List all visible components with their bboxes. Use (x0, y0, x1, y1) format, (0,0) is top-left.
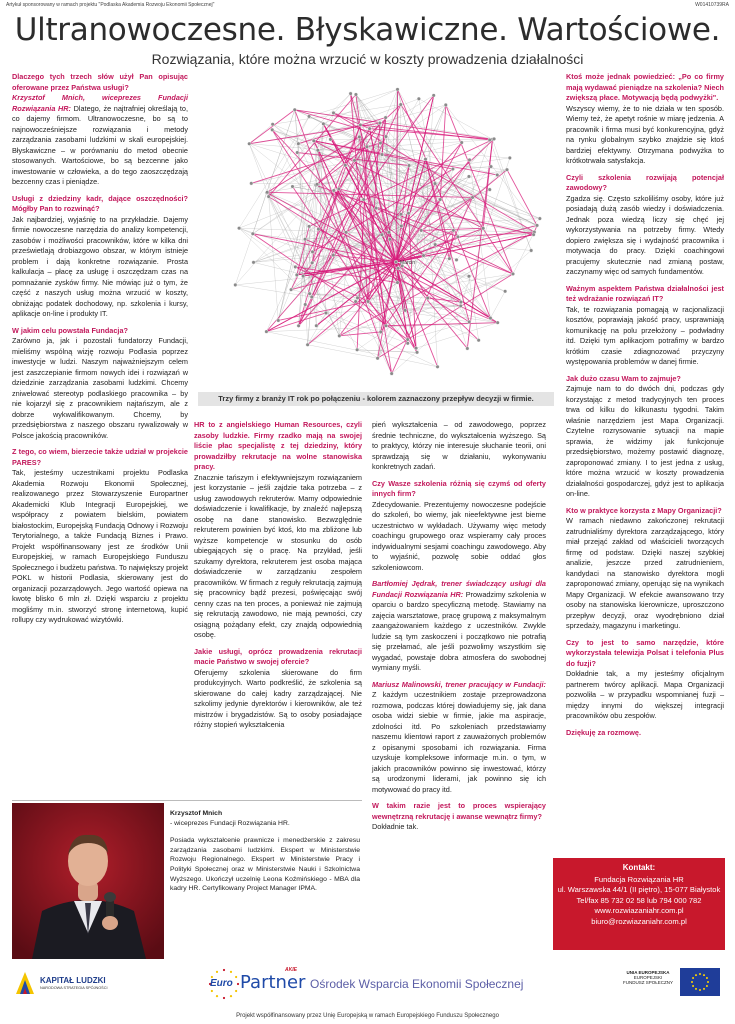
footer (0, 962, 735, 1024)
article-column-2 (194, 420, 362, 737)
question: Z tego, co wiem, bierzecie także udział w projekcie PARES? (12, 447, 188, 467)
answer-text: Dlatego, że najtrafniej określają to, co dajemy firmom. Ultranowoczesne, bo są to najnowocześniejsze rozwiązania i metody zarządzania zasobami ludzkimi w skali europejskiej. Błyskawiczne – w porównaniu do metod obecnie stosowanych. Wartościowe, bo są bezcenne jako inwestowanie w człowieka, a do tego zaoszczędzają bezcenny czas i pieniądze. (12, 103, 188, 186)
answer-text: Znacznie tańszym i efektywniejszym rozwiązaniem jest korzystanie – jeśli zajdzie taka potrzeba – z usług zawodowych rekruterów. Mamy odpowiednie doświadczenie i kwalifikacje, by znaleźć najlepszą osobę na dane stanowisko. Bezwzględnie rekruterem powinien być ktoś, kto ma zbliżone lub wyższe kompetencje w stosunku do osób ubiegających się o pracę. Na przykład, jeśli szukamy dyrektora, rekruterem jest osoba mająca doświadczenie w zarządzaniu zespołem pracowników. W firmach z reguły rekrutacją zajmują się pracownicy bądź prezesi, poświęcając swój cenny czas na ten proces, a ponieważ nie zajmują się rekrutacją zawodowo, nie mają pewności, czy osiągną pożądany efekt, czy znajdą odpowiednią osobę. (194, 472, 362, 639)
question: Ktoś może jednak powiedzieć: „Po co firmy mają wydawać pieniądze na szkolenia? Niech zwiększą płace. Motywacją będą podwyżki". (566, 72, 724, 102)
footer-cofinancing-line: Projekt współfinansowany przez Unię Europejską w ramach Europejskiego Funduszu Społecznego (236, 1013, 499, 1019)
question: Jak dużo czasu Wam to zajmuje? (566, 373, 681, 383)
article-code: W01410739RA (695, 2, 729, 8)
article-column-1 (12, 72, 188, 632)
eu-line-1: UNIA EUROPEJSKA (626, 970, 670, 975)
eu-label (623, 970, 673, 985)
question: Jakie usługi, oprócz prowadzenia rekrutacji macie Państwo w swojej ofercie? (194, 646, 362, 666)
europartner-partner: Partner (240, 972, 306, 993)
page-subtitle: Rozwiązania, które można wrzucić w koszty prowadzenia działalności (151, 51, 584, 67)
answer-text: Wszyscy wiemy, że to nie działa w ten sposób. Wiemy też, że apetyt rośnie w miarę jedzenia. A pracownik i firma musi być konkurencyjna, gdyż na rynku globalnym szybko znajdzie się ktoś bardziej efektywny. Otrzymana podwyżka to krótkotrwała satysfakcja. (566, 103, 724, 165)
answer-text: Tak, te rozwiązania pomagają w racjonalizacji kosztów, poprawiają jakość pracy, usprawniają komunikację na polu przełożony – podwładny itd. Dzięki tym aplikacjom potrafimy w bardzo krótkim czasie zdiagnozować przyczyny występowania problemów w danej firmie. (566, 304, 724, 366)
question: Czyli szkolenia rozwijają potencjał zawodowy? (566, 172, 724, 192)
closing-line: Dziękuję za rozmowę. (566, 727, 642, 737)
answer-text: W ramach niedawno zakończonej rekrutacji zatrudnialiśmy dyrektora zarządzającego, który miał przejąć zakład od właścicieli tworzących firmę od podstaw. Dzięki naszej szybkiej analizie, jeszcze przed zatrudnieniem, kandydaci na stanowisko dyrektora mogli zaproponować zmiany, operując się na wynikach Mapy Organizacji. W efekcie awansowano trzy osoby na stanowiska kierownicze, uproszczono przepływ decyzji, oraz wyodrębniono dział sprzedaży, magazynu i marketingu. (566, 516, 724, 630)
kapital-ludzki-subtitle: NARODOWA STRATEGIA SPÓJNOŚCI (40, 986, 108, 990)
graph-node-label: Marcin (400, 260, 416, 266)
question: Kto w praktyce korzysta z Mapy Organizacji? (566, 505, 722, 515)
bio-box (12, 800, 362, 958)
page-title: Ultranowoczesne. Błyskawiczne. Wartościowe. (14, 12, 721, 48)
answer-text: Zgadza się. Często szkoliliśmy osoby, które już posiadają dużą zasób wiedzy i doświadczenia. Jednak poza wiedzą liczy się chęć jej wykorzystywania na potrzeby firmy. Wtedy dopiero zwiększa się i wydajność pracownika i motywacja do pracy. Dzięki coachingowi pracujemy skutecznie nad zmianą postaw, zaczynamy więc od samych fundamentów. (566, 193, 724, 276)
europartner-euro: Euro (210, 978, 233, 989)
article-column-4 (566, 72, 724, 744)
answer-author: Mariusz Malinowski, trener pracujący w Fundacji: (372, 679, 546, 689)
bio-name: Krzysztof Mnich (170, 810, 223, 817)
question: Dlaczego tych trzech słów użył Pan opisując oferowane przez Państwa usługi? (12, 72, 188, 92)
question: Czy Wasze szkolenia różnią się czymś od oferty innych firm? (372, 478, 546, 498)
kapital-ludzki-logo-icon (14, 970, 36, 996)
answer-text: pień wykształcenia – od zawodowego, poprzez średnie techniczne, do wykształcenia wyższego. Są to praktycy, którzy nie interesuje słuchanie teorii, oni sprawdzają się w działaniu, wykonywaniu konkretnych zadań. (372, 420, 546, 471)
contact-title: Kontakt: (622, 863, 656, 872)
answer-author: Krzysztof Mnich, wiceprezes Fundacji Rozwiązania HR: (12, 93, 188, 113)
bio-text (170, 809, 360, 894)
answer-text: Zdecydowanie. Prezentujemy nowoczesne podejście do szkoleń, bo wiemy, jak nieefektywne jest bierne uczestnictwo w wykładach. Używamy więc metody coachingu grupowego oraz wspieramy cały proces indywidualnymi sesjami coachingu zawodowego. Aby to wyjaśnić, pozwolę sobie oddać głos szkoleniowcom. (372, 499, 546, 572)
answer-text: Tak, jesteśmy uczestnikami projektu Podlaska Akademia Rozwoju Ekonomii Społecznej, realizowanego przez Stowarzyszenie Europartner Akademicki Klub Integracji Europejskiej, we współpracy z powiatem bielskim, powiatem białostockim, Europejską Fundacją Odnowy i Rozwoju Terytorialnego, a także Fundacją Biznes i Prawo. Projekt współfinansowany jest ze środków Unii Europejskiej, w ramach Europejskiego Funduszu Społecznego i budżetu państwa. To największy projekt POKL w historii Podlasia, skierowany jest do organizacji pozarządowych. Jego wartość opiewa na kwotę blisko 6 mln zł. Dzięki wsparciu z projektu mogliśmy m.in. stworzyć stronę internetową, kupić rollupy czy wydrukować wizytówki. (12, 468, 188, 624)
contact-box (553, 858, 725, 950)
sponsor-note: Artykuł sponsorowany w ramach projektu "Podlaska Akademia Rozwoju Ekonomii Społecznej" (6, 2, 215, 8)
eu-line-2: EUROPEJSKI (633, 975, 663, 980)
answer-text: Prowadzimy szkolenia w oparciu o bardzo specyficzną metodę. Stawiamy na zajęcia warsztatowe, pracę grupową z maksymalnym zaangażowaniem każdego z uczestników. Zwykle ludzie są tym zaskoczeni i początkowo nie potrafią się przełamać, ale jeśli pozwolimy wszystkim się wygadać, powstaje dobra atmosfera do swobodnej wymiany myśli. (372, 589, 546, 672)
answer-text: Zajmuje nam to do dwóch dni, podczas gdy korzystając z metod tradycyjnych ten proces trwa od kilku do kilkunastu tygodni. Takim właśnie narzędziem jest Mapa Organizacji. Czytelne rozrysowanie sytuacji na mapie sprawia, że widzimy jak funkcjonuje przedsiębiorstwo, możemy postawić diagnozę, zaproponować zmiany. I to jest jedna z usług, które można wrzucić w koszty prowadzenia działalności gospodarczej, gdyż jest to aplikacja on-line. (566, 384, 724, 498)
graph-caption: Trzy firmy z branży IT rok po połączeniu - kolorem zaznaczony przepływ decyzji w firmie. (198, 392, 554, 406)
europartner-tag: AKIE (285, 967, 297, 973)
question: W takim razie jest to proces wspierający wewnętrzną rekrutację i awanse wewnątrz firmy? (372, 801, 546, 821)
portrait-photo (12, 803, 164, 959)
question: W jakim celu powstała Fundacja? (12, 325, 128, 335)
kapital-ludzki-title: KAPITAŁ LUDZKI (40, 976, 106, 985)
question: HR to z angielskiego Human Resources, czyli zasoby ludzkie. Firmy rzadko mają na swojej liście płac specjalistę z tej dziedziny, który prowadziłby rekrutacje na wolne stanowiska pracy. (194, 420, 362, 471)
article-column-3 (372, 420, 546, 839)
contact-email[interactable]: biuro@rozwiazaniahr.com.pl (591, 916, 687, 926)
answer-text: Jak najbardziej, wyjaśnię to na przykładzie. Dajemy firmie nowoczesne narzędzia do analizy kompetencji, zasobów i możliwości pracowników, które w kilka dni prześwietlają drobiazgowo obszar, w którym istnieje problem i dają konkretne rozwiązanie. Prosta kalkulacja – płacę za usługę i oszczędzam czas na pomnażanie zysków firmy. Nie mówiąc już o tym, że część z naszych usług można wrzucić w koszty, obniżając podatek dochodowy, np. szkolenia i kursy, aplikacje on-line i produkty IT. (12, 214, 188, 318)
question: Ważnym aspektem Państwa działalności jest też wdrażanie rozwiązań IT? (566, 283, 724, 303)
bio-role: - wiceprezes Fundacji Rozwiązania HR. (170, 819, 290, 827)
question: Usługi z dziedziny kadr, dające oszczędności? Mógłby Pan to rozwinąć? (12, 193, 188, 213)
answer-text: Dokładnie tak. (372, 822, 419, 831)
owes-logo-text: Ośrodek Wsparcia Ekonomii Społecznej (310, 977, 524, 991)
answer-text: Zarówno ja, jak i pozostali fundatorzy Fundacji, mieliśmy wspólną wizję rozwoju Podlasia poprzez inwestycje w ludzi. Naszym najważniejszym celem jest zaszczepianie firmom nowych idei i rozwiązań w dziedzinie zarządzania zasobami ludzkimi. Chcemy zniwelować stereotyp podlaskiego pracownika – by nie kojarzył się z pracownikiem najtańszym, ale z dobrze wykwalifikowanym. Chcemy, by przedsiębiorstwa z naszego obszaru rywalizowały w Polsce jakością pracowników. (12, 336, 188, 440)
contact-phone: Tel/fax 85 732 02 58 lub 794 000 782 (576, 895, 702, 905)
contact-org: Fundacja Rozwiązania HR (594, 874, 684, 884)
eu-line-3: FUNDUSZ SPOŁECZNY (623, 980, 674, 985)
answer-text: Dokładnie tak, a my jesteśmy oficjalnym partnerem twórcy aplikacji. Mapa Organizacji pozwoliła – w przypadku wspomnianej fuzji – między innymi do większej integracji pracowników obu zespołów. (566, 669, 724, 720)
eu-flag-icon (680, 968, 720, 996)
contact-website[interactable]: www.rozwiazaniahr.com.pl (594, 906, 684, 915)
question: Czy to jest to samo narzędzie, które wykorzystała telewizja Polsat i telefonia Plus do fuzji? (566, 637, 724, 668)
bio-description: Posiada wykształcenie prawnicze i menedżerskie z zakresu zarządzania zasobami ludzkimi. Ekspert w Ministerstwie Rozwoju Regionalnego. Ekspert w Ministerstwie Pracy i Polityki Społecznej oraz w Ministerstwie Nauki i Szkolnictwa Wyższego. Ukończył uczelnię Leona Koźmińskiego - MBA dla kadry HR. Certyfikowany Project Manager IPMA. (170, 837, 360, 893)
answer-author: Bartłomiej Jędrak, trener świadczący usługi dla Fundacji Rozwiązania HR: (372, 579, 546, 599)
contact-address: ul. Warszawska 44/1 (II piętro), 15-077 Białystok (557, 885, 721, 894)
network-graph (198, 72, 554, 390)
answer-text: Z każdym uczestnikiem zostaje przeprowadzona rozmowa, podczas której dowiadujemy się, jak dana osoba widzi siebie w firmie, jakie ma aspiracje, zdolności itd. Po szkoleniach przedstawiamy naszemu klientowi raport z zauważonych problemów z opisanymi sposobami ich rozwiązania. Firma uzyskuje kompleksowe informacje m.in. o tym, w jakich pracowników powinno się inwestować, którzy są urodzonymi liderami, jak powinno się ich motywować do pracy itd. (372, 690, 546, 794)
answer-text: Oferujemy szkolenia skierowane do firm produkcyjnych. Warto podkreślić, że szkolenia są skierowane do całej kadry zarządzającej. Nie szkolimy jedynie dyrektorów i kierowników, ale też mistrzów i brygadzistów. Są to osoby posiadające różny stopień wykształcenia (194, 667, 362, 729)
